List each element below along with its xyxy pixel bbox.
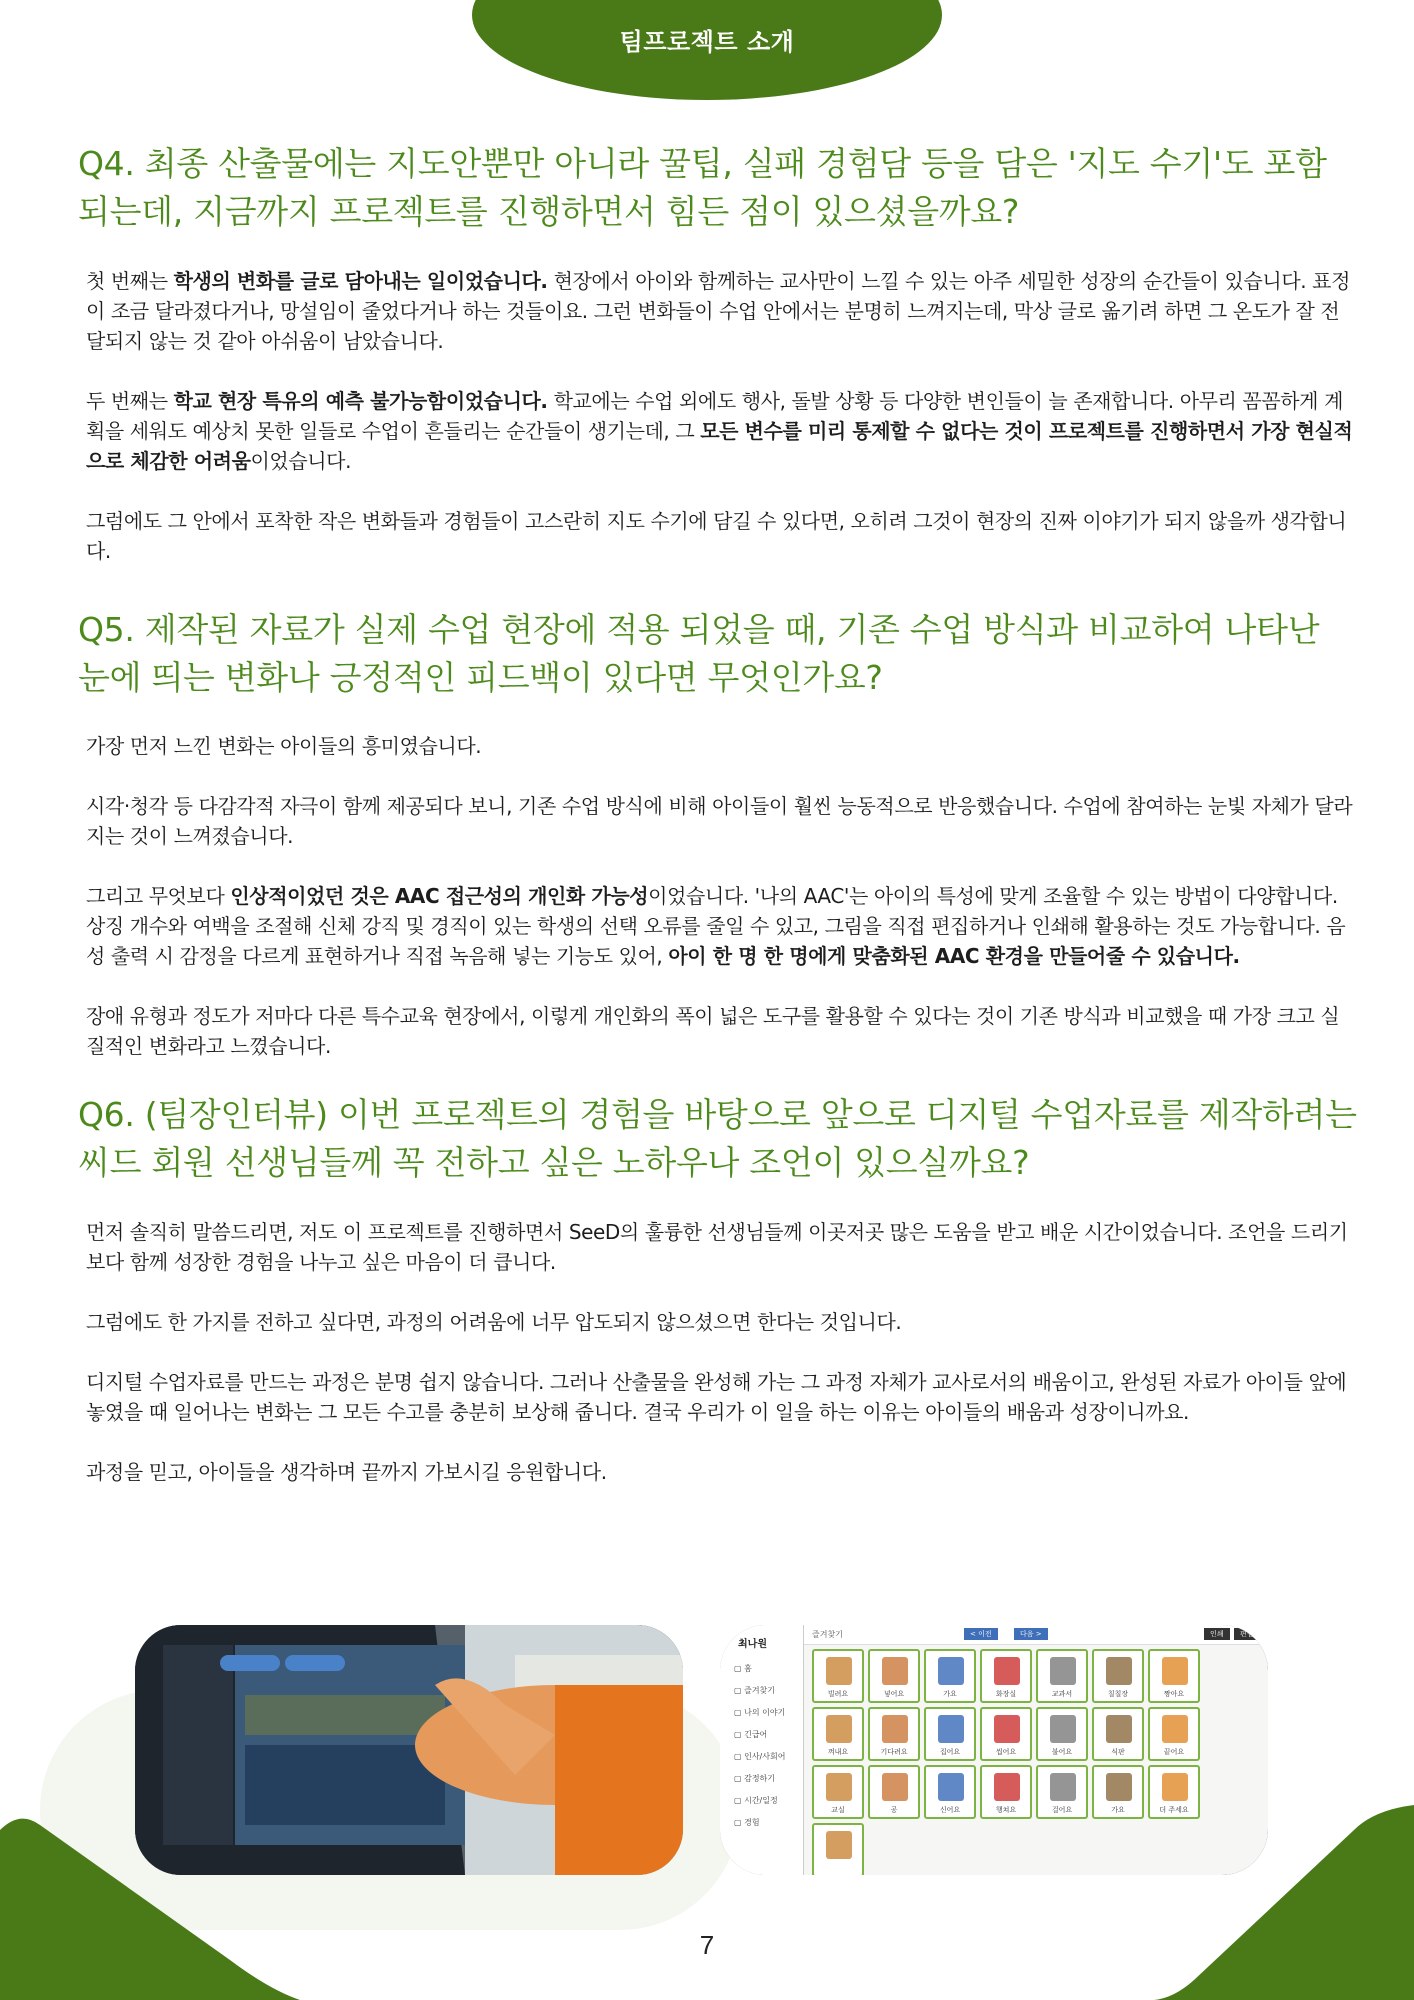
aac-symbol-label: 집어요 (939, 1748, 961, 1756)
q6-section (78, 1091, 1358, 1487)
body-text: 이었습니다. (250, 448, 352, 473)
aac-next-button: 다음 > (1014, 1628, 1048, 1640)
aac-symbol-label: 빌려요 (827, 1690, 849, 1698)
q6-paragraph-3: 디지털 수업자료를 만드는 과정은 분명 쉽지 않습니다. 그러나 산출물을 완성해 가는 그 과정 자체가 교사로서의 배움이고, 완성된 자료가 아이들 앞에 놓였을 때 일어나는 변화는 그 모든 수고를 충분히 보상해 줍니다. 결국 우리가 이 일을 하는 이유는 아이들의 배움과 성장이니까요. (86, 1370, 1347, 1425)
q5-paragraph-4: 장애 유형과 정도가 저마다 다른 특수교육 현장에서, 이렇게 개인화의 폭이 넓은 도구를 활용할 수 있다는 것이 기존 방식과 비교했을 때 가장 크고 실질적인 변화라고 느꼈습니다. (86, 1004, 1340, 1059)
aac-symbol-label: 끝어요 (1163, 1748, 1185, 1756)
q6-paragraph-2: 그럼에도 한 가지를 전하고 싶다면, 과정의 어려움에 너무 압도되지 않으셨으면 한다는 것입니다. (86, 1310, 902, 1335)
aac-symbol-card (980, 1707, 1032, 1761)
aac-symbol-card (924, 1707, 976, 1761)
aac-menu-item: ▢ 감정하기 (734, 1774, 776, 1783)
aac-symbol-card (1036, 1707, 1088, 1761)
q5-paragraph-3 (78, 881, 1358, 971)
body-text: 현장에서 아이와 함께하는 교사만이 느낄 수 있는 아주 세밀한 성장의 순간들이 있습니다. 표정이 조금 달라졌다거나, 망설임이 줄었다거나 하는 것들이요. 그런 변화들이 수업 안에서는 분명히 느껴지는데, 막상 글로 옮기려 하면 그 온도가 잘 전달되지 않는 것 같아 아쉬움이 남았습니다. (86, 268, 1350, 353)
aac-symbol-icon (1050, 1715, 1076, 1743)
aac-menu-item: ▢ 홈 (734, 1664, 752, 1673)
aac-symbol-icon (1050, 1657, 1076, 1685)
aac-symbol-label: 신어요 (939, 1806, 961, 1814)
emphasis-text: 학생의 변화를 글로 담아내는 일이었습니다. (173, 268, 548, 293)
aac-symbol-card (868, 1765, 920, 1819)
aac-symbol-icon (1162, 1715, 1188, 1743)
aac-symbol-icon (826, 1831, 852, 1859)
aac-symbol-icon (1162, 1657, 1188, 1685)
emphasis-text: 아이 한 명 한 명에게 맞춤화된 AAC 환경을 만들어줄 수 있습니다. (668, 944, 1240, 969)
aac-symbol-label: 행쳐요 (995, 1806, 1017, 1814)
aac-symbol-label: 껴내요 (827, 1748, 849, 1756)
aac-symbol-label: 짱아요 (1163, 1690, 1185, 1698)
photo-aac-app (720, 1625, 1268, 1875)
aac-menu-item: ▢ 인사/사회어 (734, 1752, 786, 1761)
aac-print-button: 인쇄 (1204, 1628, 1230, 1640)
photo-tablet-use (135, 1625, 683, 1875)
page-number: 7 (699, 1930, 715, 1960)
aac-symbol-icon (938, 1773, 964, 1801)
aac-symbol-card (1092, 1765, 1144, 1819)
aac-symbol-card (924, 1765, 976, 1819)
emphasis-text: 인상적이었던 것은 AAC 접근성의 개인화 가능성 (230, 884, 649, 909)
aac-symbol-label: 가요 (1111, 1806, 1125, 1814)
body-text: 그리고 무엇보다 (86, 884, 231, 909)
aac-symbol-card (1148, 1765, 1200, 1819)
aac-menu-item: ▢ 긴급어 (734, 1730, 768, 1739)
aac-symbol-label: 씹어요 (995, 1748, 1017, 1756)
aac-symbol-card (812, 1649, 864, 1703)
aac-symbol-card (1036, 1649, 1088, 1703)
aac-symbol-label: 넣어요 (883, 1690, 905, 1698)
q4-title: Q4. 최종 산출물에는 지도안뿐만 아니라 꿀팁, 실패 경험담 등을 담은 '지도 수기'도 포함되는데, 지금까지 프로젝트를 진행하면서 힘든 점이 있으셨을까요? (78, 144, 1327, 231)
aac-symbol-icon (1106, 1657, 1132, 1685)
q6-title: Q6. (팀장인터뷰) 이번 프로젝트의 경험을 바탕으로 앞으로 디지털 수업자료를 제작하려는 씨드 회원 선생님들께 꼭 전하고 싶은 노하우나 조언이 있으실까요? (78, 1095, 1357, 1183)
aac-symbol-label: 더 주세요 (1159, 1806, 1189, 1814)
aac-symbol-icon (994, 1715, 1020, 1743)
aac-prev-button: < 이전 (964, 1628, 998, 1640)
aac-symbol-label: 식판 (1111, 1748, 1125, 1756)
body-text: 이었습니다. '나의 AAC'는 아이의 특성에 맞게 조율할 수 있는 방법이 다양합니다. 상징 개수와 여백을 조절해 신체 강직 및 경직이 있는 학생의 선택 오류를 줄일 수 있고, 그림을 직접 편집하거나 인쇄해 활용하는 것도 가능합니다. 음성 출력 시 감정을 다르게 표현하거나 직접 녹음해 넣는 기능도 있어, (86, 884, 1346, 969)
aac-menu-item: ▢ 시간/일정 (734, 1796, 778, 1805)
body-text: 첫 번째는 (86, 268, 174, 293)
aac-symbol-card (812, 1823, 864, 1875)
aac-symbol-card (1036, 1765, 1088, 1819)
aac-symbol-icon (938, 1657, 964, 1685)
header-title: 팀프로젝트 소개 (619, 28, 795, 56)
aac-symbol-icon (994, 1657, 1020, 1685)
aac-symbol-label: 교실 (831, 1806, 845, 1814)
aac-symbol-icon (826, 1773, 852, 1801)
aac-symbol-card (868, 1649, 920, 1703)
q5-paragraph-1: 가장 먼저 느낀 변화는 아이들의 흥미였습니다. (86, 734, 482, 759)
q6-paragraph-4: 과정을 믿고, 아이들을 생각하며 끝까지 가보시길 응원합니다. (86, 1460, 607, 1485)
q5-section (78, 606, 1358, 1062)
q5-title: Q5. 제작된 자료가 실제 수업 현장에 적용 되었을 때, 기존 수업 방식과 비교하여 나타난 눈에 띄는 변화나 긍정적인 피드백이 있다면 무엇인가요? (78, 609, 1320, 697)
q4-paragraph-1 (78, 266, 1358, 356)
aac-symbol-label: 교과서 (1051, 1690, 1073, 1698)
tablet-photo-illustration (135, 1625, 683, 1875)
body-text: 두 번째는 (86, 388, 174, 413)
aac-menu-item: ▢ 즐겨찾기 (734, 1686, 776, 1695)
emphasis-text: 학교 현장 특유의 예측 불가능함이었습니다. (173, 388, 548, 413)
aac-symbol-icon (1106, 1715, 1132, 1743)
aac-symbol-card (812, 1765, 864, 1819)
aac-toolbar (804, 1625, 1268, 1645)
body-text: 학교에는 수업 외에도 행사, 돌발 상황 등 다양한 변인들이 늘 존재합니다. 아무리 꼼꼼하게 계획을 세워도 예상치 못한 일들로 수업이 흔들리는 순간들이 생기는데, 그 (86, 388, 1343, 443)
q4-section (78, 140, 1358, 566)
aac-symbol-card (1092, 1707, 1144, 1761)
aac-symbol-icon (1106, 1773, 1132, 1801)
aac-symbol-card (924, 1649, 976, 1703)
aac-menu-item: ▢ 경험 (734, 1818, 760, 1827)
aac-symbol-label: 화장실 (995, 1690, 1017, 1698)
q4-paragraph-2 (78, 386, 1358, 476)
aac-user-name: 최나원 (738, 1639, 767, 1650)
aac-symbol-icon (882, 1773, 908, 1801)
aac-symbol-label: 가요 (943, 1690, 957, 1698)
aac-symbol-card (1092, 1649, 1144, 1703)
aac-symbol-icon (882, 1715, 908, 1743)
aac-symbol-icon (826, 1715, 852, 1743)
aac-symbol-label: 걸어요 (1051, 1806, 1073, 1814)
aac-symbol-label: 기다려요 (880, 1748, 908, 1756)
q4-paragraph-3: 그럼에도 그 안에서 포착한 작은 변화들과 경험들이 고스란히 지도 수기에 담길 수 있다면, 오히려 그것이 현장의 진짜 이야기가 되지 않을까 생각합니다. (86, 508, 1347, 563)
q5-paragraph-2: 시각·청각 등 다감각적 자극이 함께 제공되다 보니, 기존 수업 방식에 비해 아이들이 훨씬 능동적으로 반응했습니다. 수업에 참여하는 눈빛 자체가 달라지는 것이 느껴졌습니다. (86, 794, 1353, 849)
aac-symbol-icon (1162, 1773, 1188, 1801)
aac-toolbar-favorites: 즐겨찾기 (812, 1630, 843, 1639)
aac-edit-button: 편집 (1234, 1628, 1260, 1640)
aac-symbol-icon (994, 1773, 1020, 1801)
aac-symbol-card (980, 1649, 1032, 1703)
aac-symbol-card (980, 1765, 1032, 1819)
emphasis-text: 모든 변수를 미리 통제할 수 없다는 것이 프로젝트를 진행하면서 가장 현실적으로 체감한 어려움 (86, 418, 1353, 473)
aac-symbol-icon (938, 1715, 964, 1743)
aac-symbol-label: 불어요 (1051, 1748, 1073, 1756)
q6-paragraph-1: 먼저 솔직히 말씀드리면, 저도 이 프로젝트를 진행하면서 SeeD의 훌륭한 선생님들께 이곳저곳 많은 도움을 받고 배운 시간이었습니다. 조언을 드리기보다 함께 성장한 경험을 나누고 싶은 마음이 더 큽니다. (86, 1220, 1348, 1275)
aac-symbol-icon (1050, 1773, 1076, 1801)
aac-symbol-icon (826, 1657, 852, 1685)
main-content (78, 140, 1358, 1517)
aac-menu-item: ▢ 나의 이야기 (734, 1708, 786, 1717)
aac-symbol-card (812, 1707, 864, 1761)
aac-menu (720, 1650, 803, 1834)
aac-symbol-card (868, 1707, 920, 1761)
aac-symbol-label: 공 (890, 1806, 898, 1814)
aac-symbol-card (1148, 1649, 1200, 1703)
aac-symbol-icon (882, 1657, 908, 1685)
aac-sidebar (720, 1625, 804, 1875)
aac-symbol-card (1148, 1707, 1200, 1761)
aac-symbol-label: 칠칠장 (1107, 1690, 1129, 1698)
aac-symbol-grid (812, 1649, 1212, 1875)
